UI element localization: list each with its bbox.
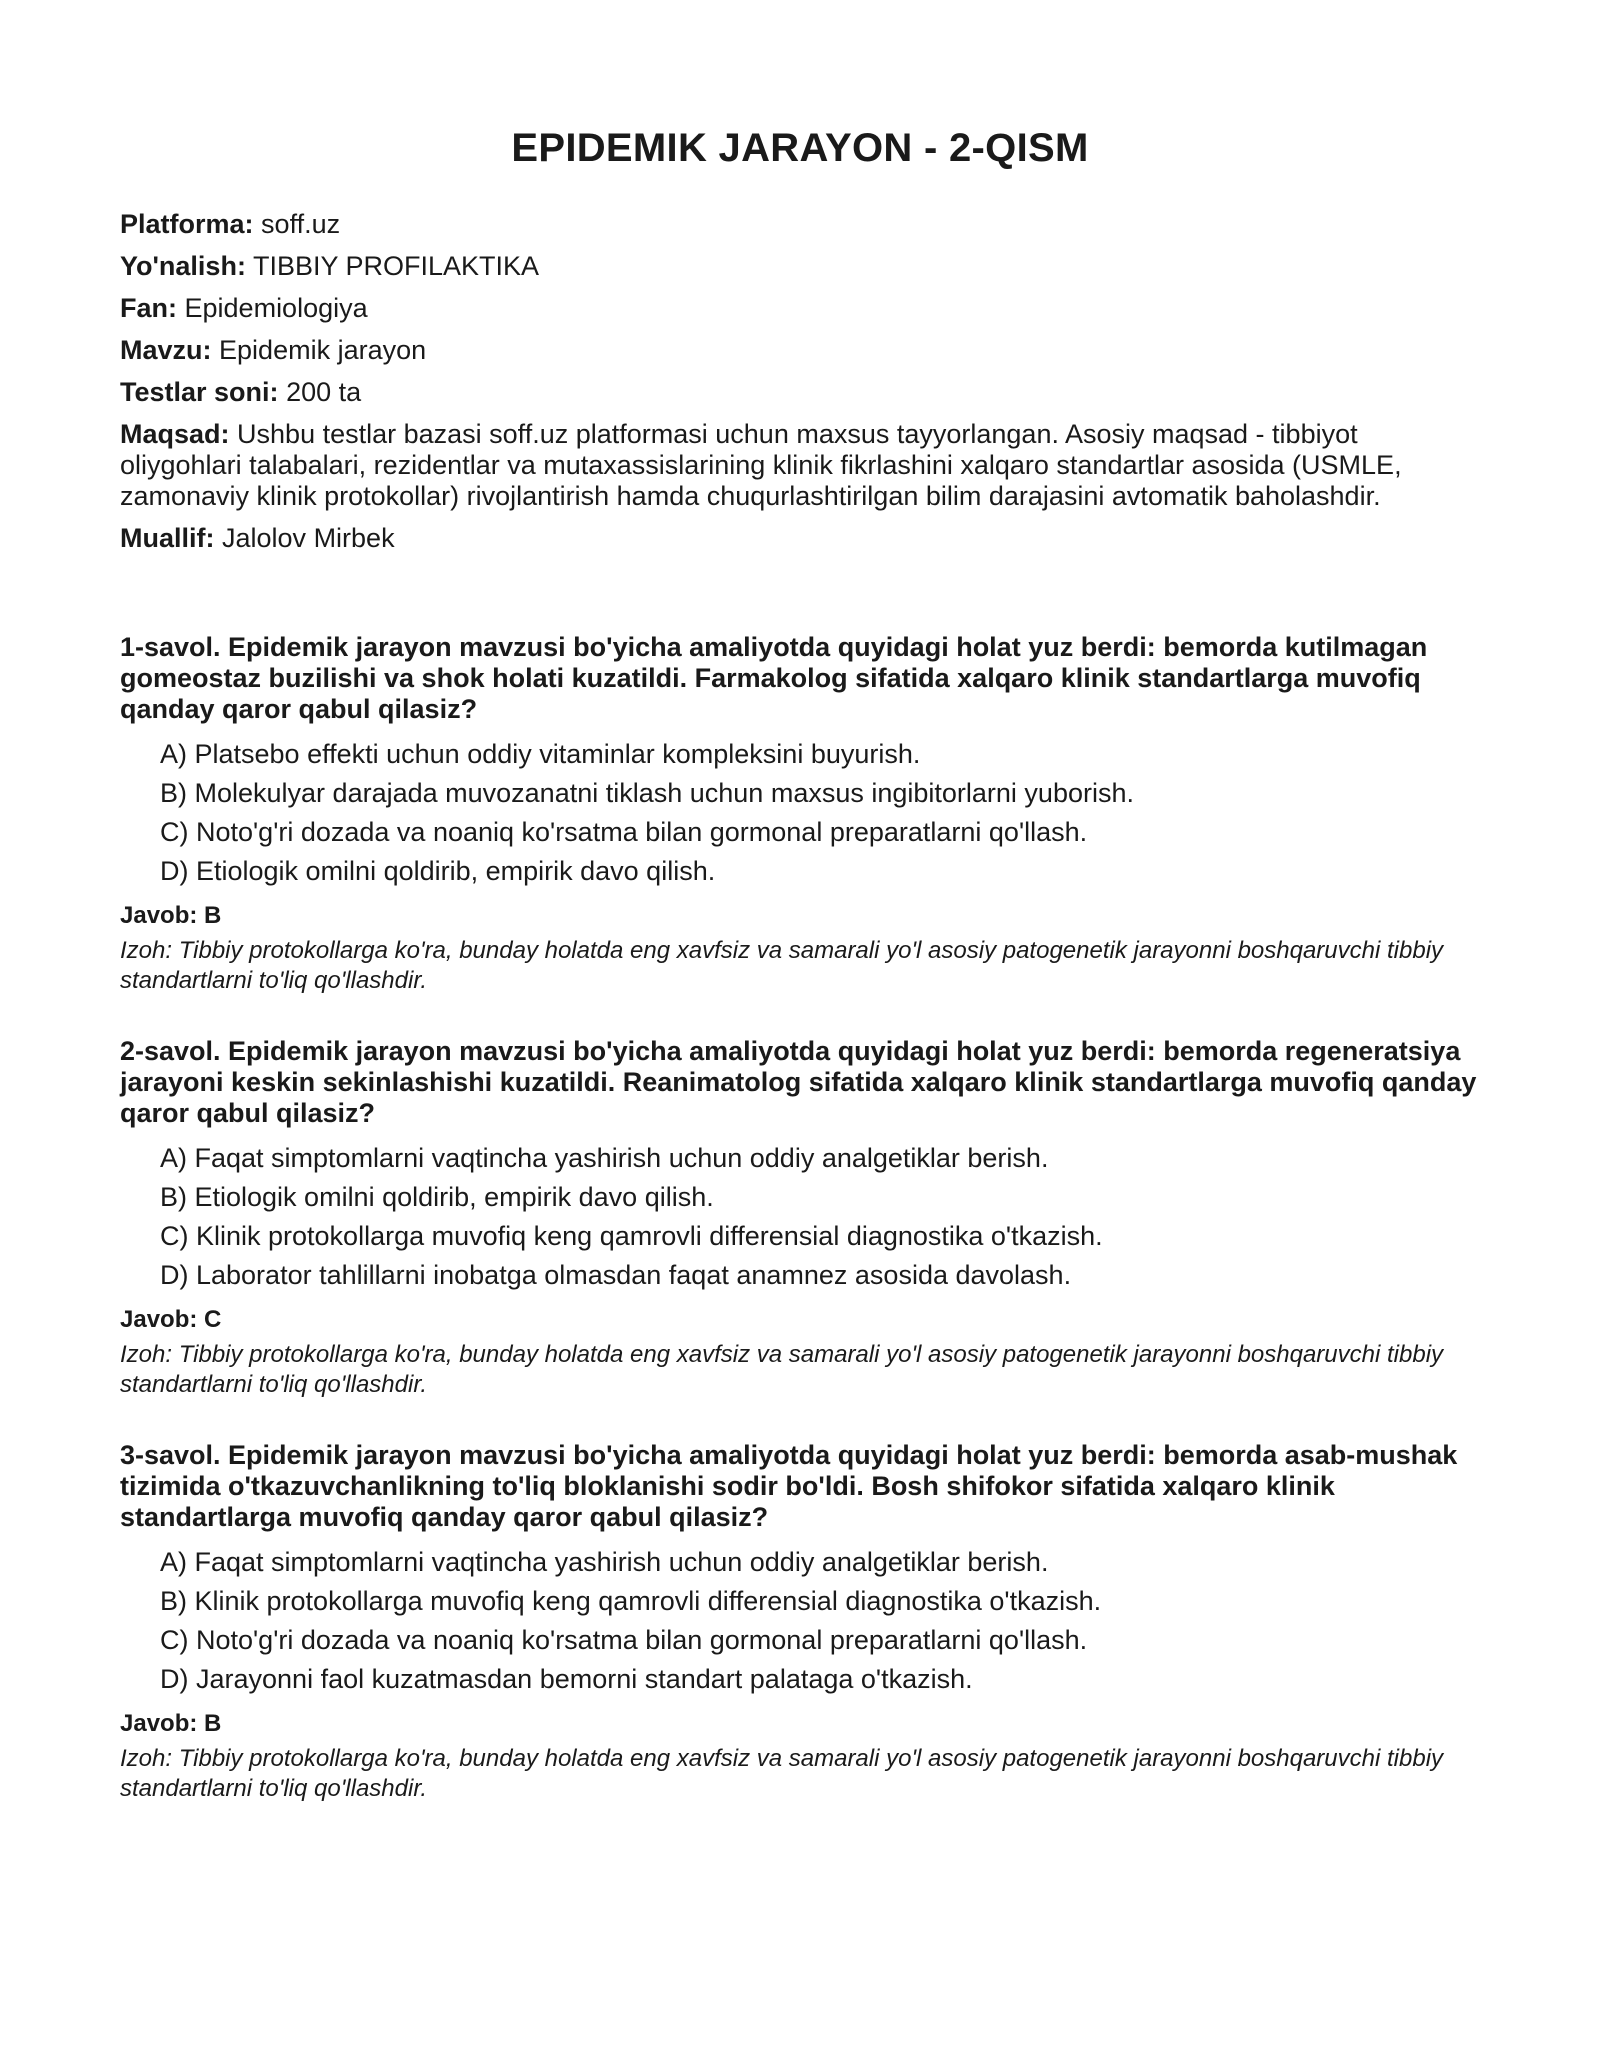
meta-value: Ushbu testlar bazasi soff.uz platformasi uchun maxsus tayyorlangan. Asosiy maqsad - tibbiyot oliygohlari talabalari, rezidentlar va mutaxassislarining klinik fikrlashini xalqaro standartlar asosida (USMLE, zamonaviy klinik protokollar) rivojlantirish hamda chuqurlashtirilgan bilim darajasini avtomatik baholashdir. <box>120 419 1402 511</box>
meta-direction <box>120 251 1480 282</box>
meta-label: Platforma: <box>120 209 254 239</box>
option-a: A) Faqat simptomlarni vaqtincha yashirish uchun oddiy analgetiklar berish. <box>160 1143 1049 1173</box>
meta-value: Epidemiologiya <box>184 293 368 323</box>
document-meta <box>120 209 1480 554</box>
answer-explanation: Izoh: Tibbiy protokollarga ko'ra, bunday holatda eng xavfsiz va samarali yo'l asosiy patogenetik jarayonni boshqaruvchi tibbiy standartlarni to'liq qo'llashdir. <box>120 1745 1444 1802</box>
option-b: B) Etiologik omilni qoldirib, empirik davo qilish. <box>160 1182 714 1212</box>
option-a: A) Platsebo effekti uchun oddiy vitaminlar kompleksini buyurish. <box>160 739 921 769</box>
meta-value: 200 ta <box>286 377 362 407</box>
meta-label: Maqsad: <box>120 419 230 449</box>
option-b: B) Molekulyar darajada muvozanatni tiklash uchun maxsus ingibitorlarni yuborish. <box>160 778 1134 808</box>
option-d: D) Jarayonni faol kuzatmasdan bemorni standart palataga o'tkazish. <box>160 1664 973 1694</box>
document-title: EPIDEMIK JARAYON - 2-QISM <box>511 126 1089 170</box>
answer-options <box>120 1547 1480 1695</box>
meta-value: TIBBIY PROFILAKTIKA <box>252 251 540 281</box>
meta-value: Jalolov Mirbek <box>222 523 395 553</box>
correct-answer: Javob: C <box>120 1306 222 1333</box>
question-text: 1-savol. Epidemik jarayon mavzusi bo'yicha amaliyotda quyidagi holat yuz berdi: bemorda kutilmagan gomeostaz buzilishi va shok holati kuzatildi. Farmakolog sifatida xalqaro klinik standartlarga muvofiq qanday qaror qabul qilasiz? <box>120 632 1428 724</box>
option-d: D) Laborator tahlillarni inobatga olmasdan faqat anamnez asosida davolash. <box>160 1260 1072 1290</box>
question-list <box>120 632 1480 1804</box>
option-d: D) Etiologik omilni qoldirib, empirik davo qilish. <box>160 856 716 886</box>
meta-topic <box>120 335 1480 366</box>
meta-platform <box>120 209 1480 240</box>
document-page <box>120 0 1480 1844</box>
question-2 <box>120 1036 1480 1400</box>
question-3 <box>120 1440 1480 1804</box>
meta-label: Yo'nalish: <box>120 251 246 281</box>
option-a: A) Faqat simptomlarni vaqtincha yashirish uchun oddiy analgetiklar berish. <box>160 1547 1049 1577</box>
meta-label: Mavzu: <box>120 335 212 365</box>
meta-label: Muallif: <box>120 523 215 553</box>
answer-options <box>120 739 1480 887</box>
answer-explanation: Izoh: Tibbiy protokollarga ko'ra, bunday holatda eng xavfsiz va samarali yo'l asosiy patogenetik jarayonni boshqaruvchi tibbiy standartlarni to'liq qo'llashdir. <box>120 1341 1444 1398</box>
answer-options <box>120 1143 1480 1291</box>
option-c: C) Noto'g'ri dozada va noaniq ko'rsatma bilan gormonal preparatlarni qo'llash. <box>160 1625 1088 1655</box>
meta-value: Epidemik jarayon <box>219 335 427 365</box>
meta-label: Fan: <box>120 293 177 323</box>
correct-answer: Javob: B <box>120 1710 222 1737</box>
meta-value: soff.uz <box>261 209 341 239</box>
answer-explanation: Izoh: Tibbiy protokollarga ko'ra, bunday holatda eng xavfsiz va samarali yo'l asosiy patogenetik jarayonni boshqaruvchi tibbiy standartlarni to'liq qo'llashdir. <box>120 937 1444 994</box>
question-1 <box>120 632 1480 996</box>
question-text: 2-savol. Epidemik jarayon mavzusi bo'yicha amaliyotda quyidagi holat yuz berdi: bemorda regeneratsiya jarayoni keskin sekinlashishi kuzatildi. Reanimatolog sifatida xalqaro klinik standartlarga muvofiq qanday qaror qabul qilasiz? <box>120 1036 1477 1128</box>
meta-subject <box>120 293 1480 324</box>
meta-author <box>120 523 1480 554</box>
meta-test-count <box>120 377 1480 408</box>
question-text: 3-savol. Epidemik jarayon mavzusi bo'yicha amaliyotda quyidagi holat yuz berdi: bemorda asab-mushak tizimida o'tkazuvchanlikning to'liq bloklanishi sodir bo'ldi. Bosh shifokor sifatida xalqaro klinik standartlarga muvofiq qanday qaror qabul qilasiz? <box>120 1440 1458 1532</box>
correct-answer: Javob: B <box>120 902 222 929</box>
meta-label: Testlar soni: <box>120 377 279 407</box>
option-c: C) Noto'g'ri dozada va noaniq ko'rsatma bilan gormonal preparatlarni qo'llash. <box>160 817 1088 847</box>
meta-purpose <box>120 419 1480 512</box>
option-b: B) Klinik protokollarga muvofiq keng qamrovli differensial diagnostika o'tkazish. <box>160 1586 1102 1616</box>
option-c: C) Klinik protokollarga muvofiq keng qamrovli differensial diagnostika o'tkazish. <box>160 1221 1103 1251</box>
